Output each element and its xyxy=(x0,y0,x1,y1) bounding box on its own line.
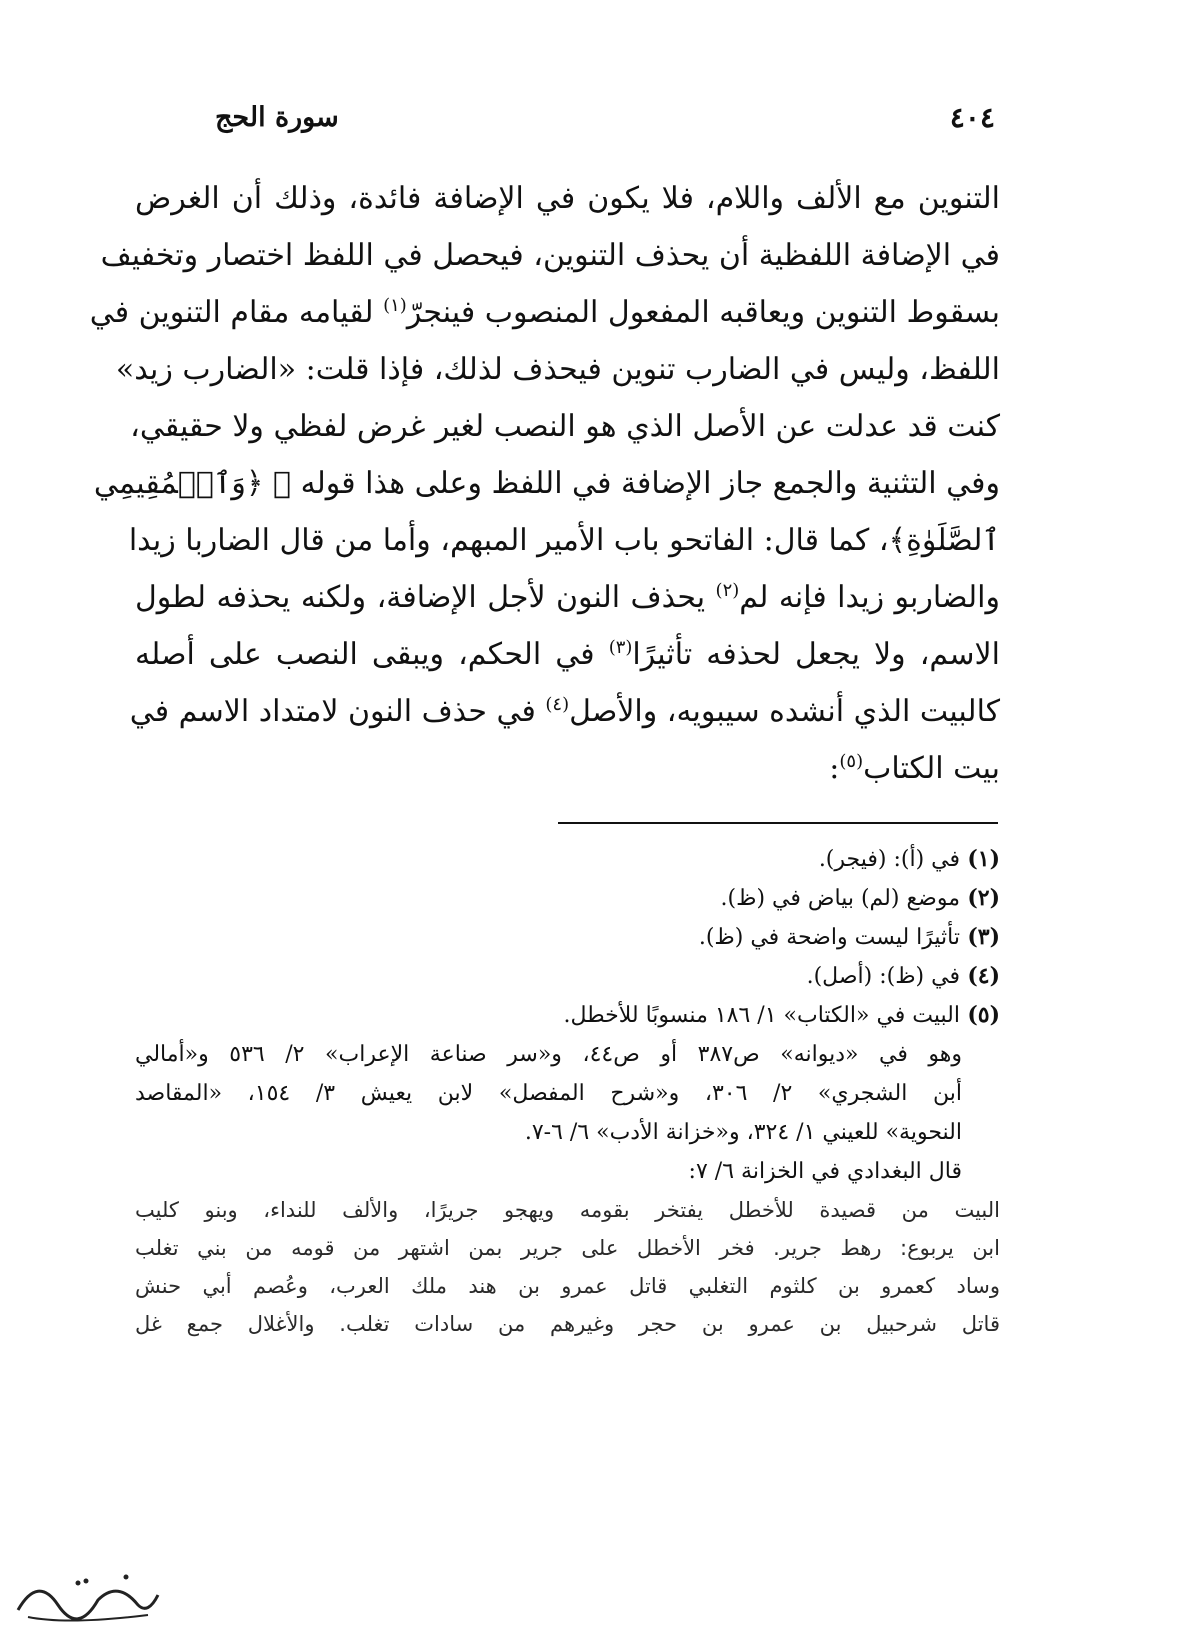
footnote-separator xyxy=(558,822,998,824)
footnote-text: في (ظ): (أصل). xyxy=(806,964,960,989)
text-line: كالبيت الذي أنشده سيبويه، والأصل$^{(٤)}$ في حذف النون لامتداد الاسم في xyxy=(129,694,1000,729)
main-text xyxy=(89,170,1000,797)
footnote-continuation: النحوية» للعيني ١/ ٣٢٤، و«خزانة الأدب» ٦/ ٦-٧. xyxy=(524,1120,962,1145)
footnote-text: موضع (لم) بياض في (ظ). xyxy=(720,886,960,911)
footnote-text: تأثيرًا ليست واضحة في (ظ). xyxy=(698,925,960,950)
footnote-ref: (١) xyxy=(383,295,407,316)
text-line: ٱلصَّلَوٰةِ﴾، كما قال: الفاتحو باب الأمير المبهم، وأما من قال الضاربا زيدا xyxy=(128,523,1000,558)
footnote xyxy=(135,996,1000,1035)
publisher-logo-icon xyxy=(8,1555,168,1635)
footnote xyxy=(135,957,1000,996)
footnote-continuation: أبن الشجري» ٢/ ٣٠٦، و«شرح المفصل» لابن يعيش ٣/ ١٥٤، «المقاصد xyxy=(135,1081,962,1106)
quoted-passage-line: قاتل شرحبيل بن عمرو بن حجر وغيرهم من سادات تغلب. والأغلال جمع غل xyxy=(135,1312,1000,1336)
running-title: سورة الحج xyxy=(215,101,339,133)
page-header xyxy=(215,92,995,142)
text-line: في الإضافة اللفظية أن يحذف التنوين، فيحصل في اللفظ اختصار وتخفيف xyxy=(100,238,1000,273)
footnote-ref: (٥) xyxy=(839,751,864,772)
footnote-number: (١) xyxy=(967,846,1000,872)
footnote-text: البيت في «الكتاب» ١/ ١٨٦ منسوبًا للأخطل. xyxy=(563,1003,960,1028)
footnote xyxy=(135,840,1000,879)
text-line: كنت قد عدلت عن الأصل الذي هو النصب لغير غرض لفظي ولا حقيقي، xyxy=(130,409,1000,444)
footnote-ref: (٢) xyxy=(715,580,740,601)
quoted-passage-line: ابن يربوع: رهط جرير. فخر الأخطل على جرير بمن اشتهر من قومه من بني تغلب xyxy=(135,1236,1000,1260)
text-line: التنوين مع الألف واللام، فلا يكون في الإضافة فائدة، وذلك أن الغرض xyxy=(135,181,1000,216)
quoted-passage-line: البيت من قصيدة للأخطل يفتخر بقومه ويهجو جريرًا، والألف للنداء، وبنو كليب xyxy=(135,1198,1000,1222)
text-line: والضاربو زيدا فإنه لم$^{(٢)}$ يحذف النون لأجل الإضافة، ولكنه يحذفه لطول xyxy=(135,580,1000,615)
footnote-number: (٥) xyxy=(967,1002,1000,1028)
footnote-number: (٣) xyxy=(967,924,1000,950)
footnote-continuation: وهو في «ديوانه» ص٣٨٧ أو ص٤٤، و«سر صناعة الإعراب» ٢/ ٥٣٦ و«أمالي xyxy=(135,1042,962,1067)
footnotes xyxy=(135,840,1000,1343)
footnote-continuation: قال البغدادي في الخزانة ٦/ ٧: xyxy=(688,1159,962,1184)
footnote xyxy=(135,918,1000,957)
text-line: الاسم، ولا يجعل لحذفه تأثيرًا$^{(٣)}$ في الحكم، ويبقى النصب على أصله xyxy=(135,637,1000,672)
text-line: اللفظ، وليس في الضارب تنوين فيحذف لذلك، فإذا قلت: «الضارب زيد» xyxy=(115,352,1000,387)
text-line: بيت الكتاب$^{(٥)}$: xyxy=(829,751,1000,786)
page-number: ٤٠٤ xyxy=(949,100,995,134)
footnote xyxy=(135,879,1000,918)
footnote-ref: (٣) xyxy=(608,637,633,658)
text-line: بسقوط التنوين ويعاقبه المفعول المنصوب فينجرّ$^{(١)}$ لقيامه مقام التنوين في xyxy=(89,295,1000,330)
footnote-number: (٤) xyxy=(967,963,1000,989)
quoted-passage-line: وساد كعمرو بن كلثوم التغلبي قاتل عمرو بن هند ملك العرب، وعُصم أبي حنش xyxy=(135,1274,1000,1298)
footnote-ref: (٤) xyxy=(545,694,570,715)
footnote-text: في (أ): (فيجر). xyxy=(818,847,960,872)
footnote-number: (٢) xyxy=(967,885,1000,911)
text-line: وفي التثنية والجمع جاز الإضافة في اللفظ وعلى هذا قوله ﷻ ﴿وَٱلۡمُقِيمِي xyxy=(93,466,1000,501)
